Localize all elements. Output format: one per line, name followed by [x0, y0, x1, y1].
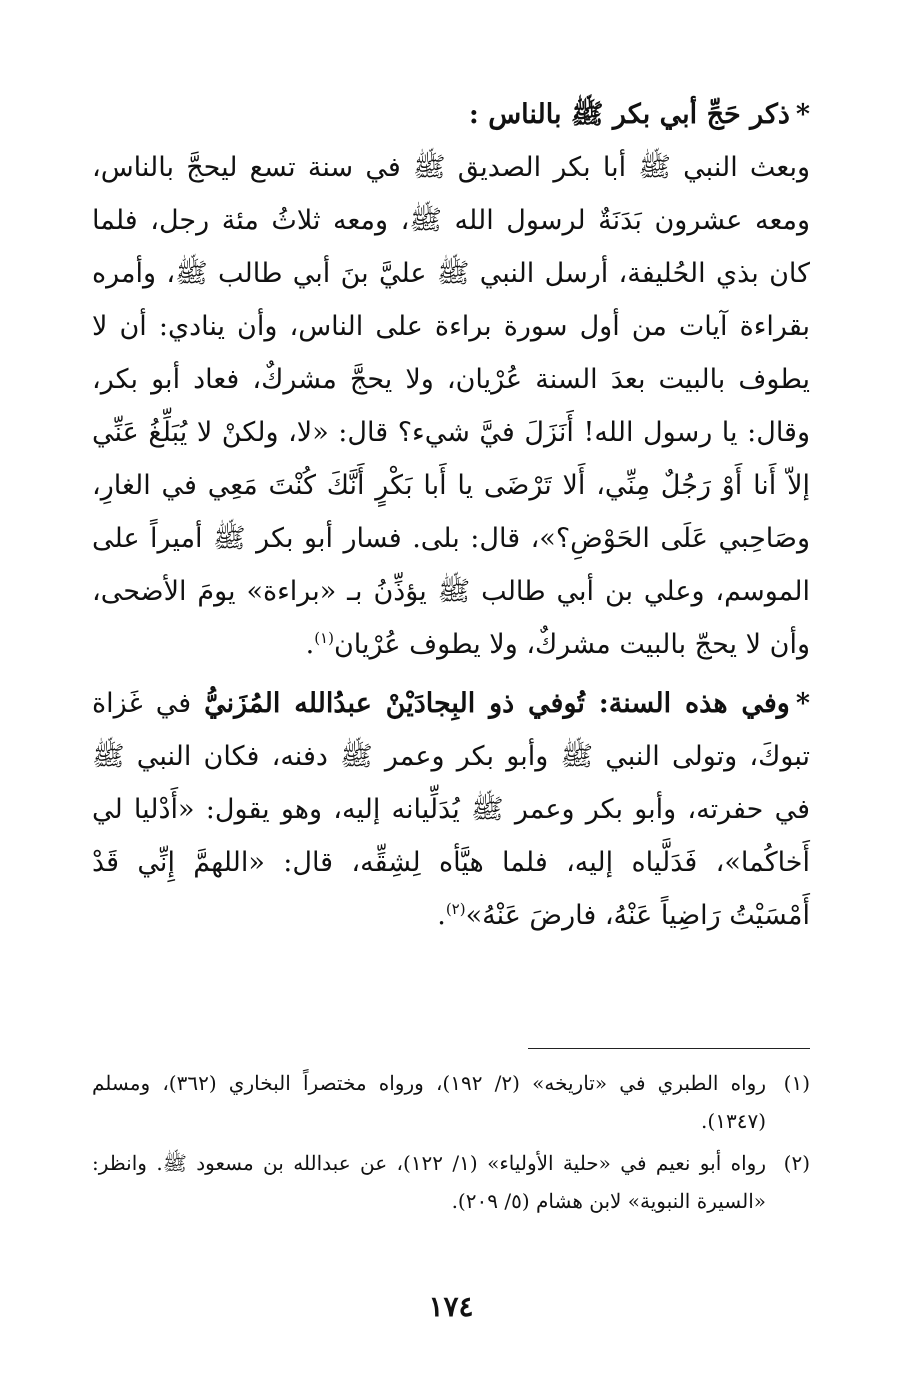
- section-heading: وفي هذه السنة: تُوفي ذو البِجادَيْنْ عبدُالله المُزَنيُّ: [204, 688, 790, 719]
- section-mark: *: [795, 99, 810, 130]
- section-body: وبعث النبي ﷺ أبا بكر الصديق ﷺ في سنة تسع ليحجَّ بالناس، ومعه عشرون بَدَنَةٌ لرسول الله ﷺ، ومعه ثلاثُ مئة رجل، فلما كان بذي الحُليفة، أرسل النبي ﷺ عليَّ بنَ أبي طالب ﷺ، وأمره بقراءة آيات من أول سورة براءة على الناس، وأن ينادي: أن لا يطوف بالبيت بعدَ السنة عُرْيان، ولا يحجَّ مشركٌ، فعاد أبو بكر، وقال: يا رسول الله! أَنَزَلَ فيَّ شيء؟ قال: «لا، ولكنْ لا يُبَلِّغُ عَنِّي إلاّ أَنا أَوْ رَجُلٌ مِنِّي، أَلا تَرْضَى يا أَبا بَكْرٍ أَنَّكَ كُنْتَ مَعِي في الغارِ، وصَاحِبي عَلَى الحَوْضِ؟»، قال: بلى. فسار أبو بكر ﷺ أميراً على الموسم، وعلي بن أبي طالب ﷺ يؤذِّنُ بـ «براءة» يومَ الأضحى، وأن لا يحجّ بالبيت مشركٌ، ولا يطوف عُرْيان: [92, 152, 811, 660]
- section-heading: ذكر حَجِّ أبي بكر ﷺ بالناس :: [468, 99, 790, 130]
- footnote-text: رواه الطبري في «تاريخه» (٢/ ١٩٢)، ورواه مختصراً البخاري (٣٦٢)، ومسلم (١٣٤٧).: [92, 1071, 766, 1133]
- sentence-end: .: [305, 629, 315, 660]
- footnote-item: [92, 1064, 810, 1140]
- footnote-text: رواه أبو نعيم في «حلية الأولياء» (١/ ١٢٢)، عن عبدالله بن مسعود ﷺ. وانظر: «السيرة النبوية» لابن هشام (٥/ ٢٠٩).: [92, 1151, 766, 1213]
- section-body: في غَزاة تبوكَ، وتولى النبي ﷺ وأبو بكر وعمر ﷺ دفنه، فكان النبي ﷺ في حفرته، وأبو بكر وعمر ﷺ يُدَلِّيانه إليه، وهو يقول: «أَدْليا لي أَخاكُما»، فَدَلَّياه إليه، فلما هيَّأه لِشِقِّه، قال: «اللهمَّ إِنِّي قَدْ أَمْسَيْتُ رَاضِياً عَنْهُ، فارضَ عَنْهُ»: [92, 688, 810, 931]
- page-number: ١٧٤: [428, 1290, 474, 1323]
- footnote-reference[interactable]: (٢): [445, 900, 466, 918]
- section-mark: *: [795, 688, 810, 719]
- footnote-divider: [528, 1048, 810, 1049]
- footnote-number: (٢): [783, 1151, 810, 1175]
- main-text: [92, 88, 810, 942]
- footnotes: [92, 1064, 810, 1224]
- sentence-end: .: [437, 900, 446, 931]
- footnote-number: (١): [783, 1071, 810, 1095]
- footnote-reference[interactable]: (١): [314, 629, 334, 647]
- section-hajj-abu-bakr: [92, 88, 810, 671]
- footnote-item: [92, 1144, 810, 1220]
- section-dhul-bijadayn: [92, 677, 810, 942]
